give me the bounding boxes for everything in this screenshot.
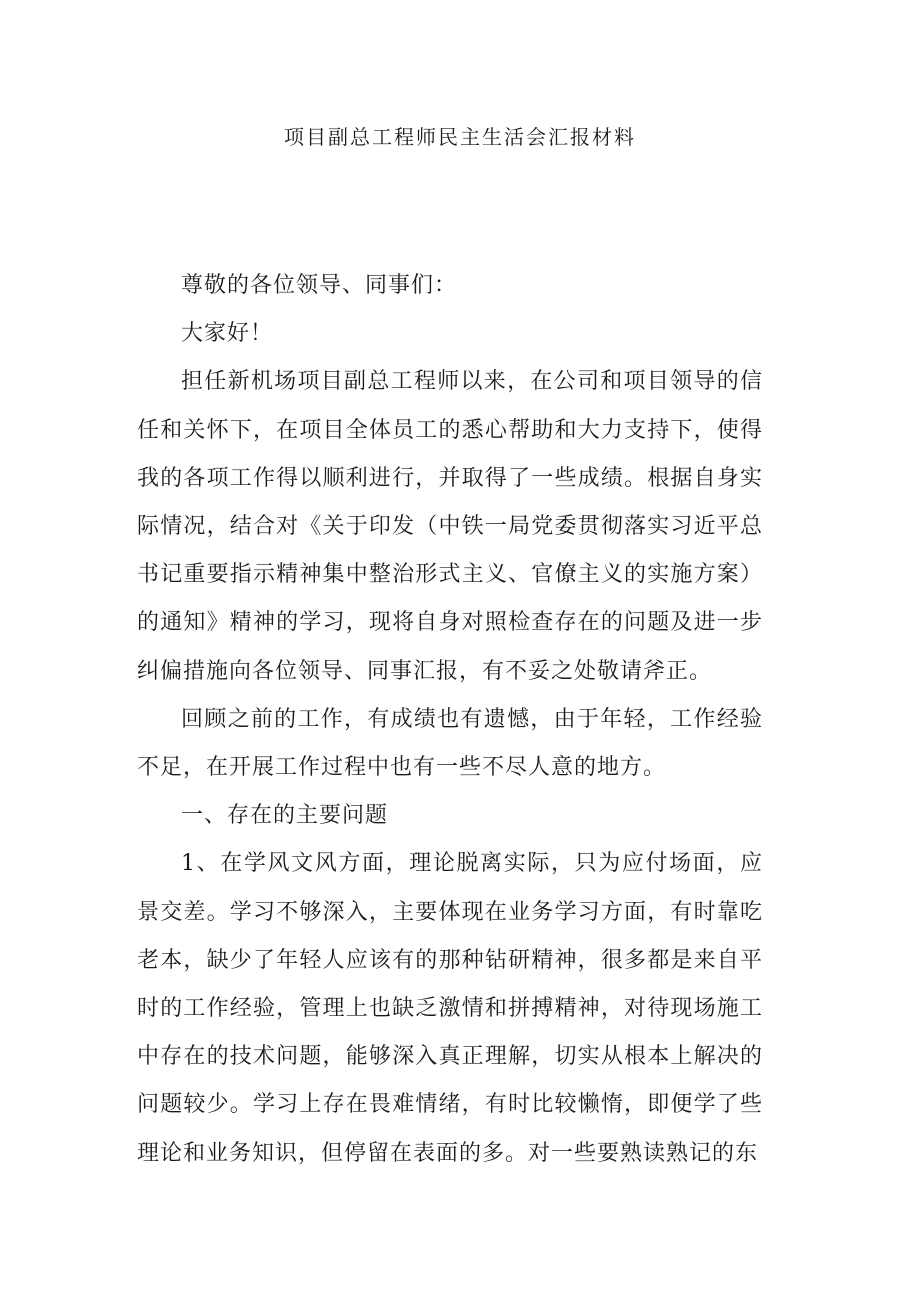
issue-paragraph: 1、在学风文风方面，理论脱离实际，只为应付场面，应景交差。学习不够深入，主要体现在业务学习方面，有时靠吃老本，缺少了年轻人应该有的那种钻研精神，很多都是来自平时的工作经验，管理上也缺乏激情和拼搏精神，对待现场施工中存在的技术问题，能够深入真正理解，切实从根本上解决的问题较少。学习上存在畏难情绪，有时比较懒惰，即便学了些理论和业务知识，但停留在表面的多。对一些要熟读熟记的东 [137,851,763,1166]
section-heading: 一、存在的主要问题 [181,803,389,829]
salutation-paragraph: 尊敬的各位领导、同事们： [181,273,458,298]
document-body [137,262,763,1178]
review-paragraph: 回顾之前的工作，有成绩也有遗憾，由于年轻，工作经验不足，在开展工作过程中也有一些不尽人意的地方。 [137,706,763,781]
document-title: 项目副总工程师民主生活会汇报材料 [284,125,636,149]
intro-paragraph: 担任新机场项目副总工程师以来，在公司和项目领导的信任和关怀下，在项目全体员工的悉心帮助和大力支持下，使得我的各项工作得以顺利进行，并取得了一些成绩。根据自身实际情况，结合对《关于印发（中铁一局党委贯彻落实习近平总书记重要指示精神集中整治形式主义、官僚主义的实施方案）的通知》精神的学习，现将自身对照检查存在的问题及进一步纠偏措施向各位领导、同事汇报，有不妥之处敬请斧正。 [137,369,763,684]
greeting-paragraph: 大家好！ [181,321,274,347]
